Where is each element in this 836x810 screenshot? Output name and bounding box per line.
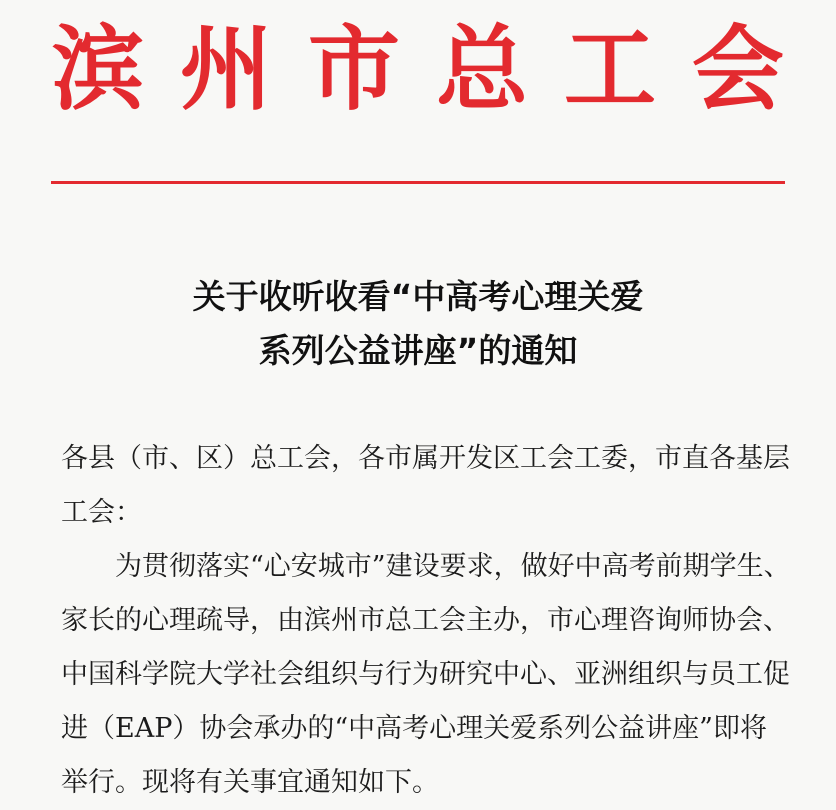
masthead-char: 滨 [52, 15, 145, 123]
red-divider-line [51, 181, 785, 184]
paragraph-line: 为贯彻落实“心安城市”建设要求，做好中高考前期学生、 [115, 551, 791, 582]
masthead-char: 市 [307, 15, 400, 123]
paragraph-line: 进（EAP）协会承办的“中高考心理关爱系列公益讲座”即将 [61, 713, 767, 744]
document-body [61, 432, 791, 810]
masthead-char: 总 [435, 15, 528, 123]
masthead-char: 会 [691, 15, 784, 123]
title-line: 关于收听收看“中高考心理关爱 [192, 277, 644, 316]
paragraph-line: 举行。现将有关事宜通知如下。 [61, 767, 439, 798]
masthead [52, 14, 784, 124]
title-line: 系列公益讲座”的通知 [258, 331, 578, 370]
document-title [0, 270, 836, 378]
masthead-char: 工 [563, 15, 656, 123]
addressee-line: 工会： [61, 497, 142, 528]
masthead-char: 州 [179, 15, 272, 123]
paragraph-line: 中国科学院大学社会组织与行为研究中心、亚洲组织与员工促 [61, 659, 790, 690]
addressee-line: 各县（市、区）总工会，各市属开发区工会工委，市直各基层 [61, 443, 790, 474]
paragraph-line: 家长的心理疏导，由滨州市总工会主办，市心理咨询师协会、 [61, 605, 790, 636]
